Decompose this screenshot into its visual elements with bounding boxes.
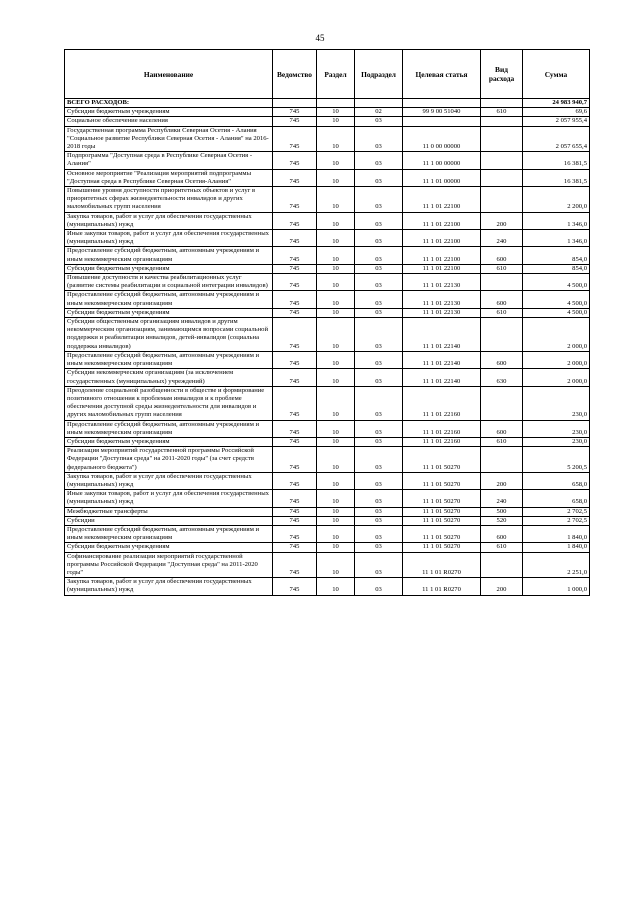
cell-podrazdel: 03 [355, 420, 403, 437]
cell-ved: 745 [273, 274, 317, 291]
cell-target: 11 1 01 22130 [403, 308, 481, 317]
cell-target: 11 1 01 50270 [403, 490, 481, 507]
cell-podrazdel: 03 [355, 578, 403, 595]
cell-target: 11 1 00 00000 [403, 152, 481, 169]
cell-sum: 4 500,0 [523, 274, 590, 291]
cell-razdel: 10 [317, 126, 355, 152]
table-header-row [65, 50, 590, 99]
cell-razdel: 10 [317, 152, 355, 169]
table-row [65, 169, 590, 186]
table-row [65, 369, 590, 386]
cell-podrazdel: 03 [355, 274, 403, 291]
cell-vid: 240 [481, 490, 523, 507]
total-razdel [317, 99, 355, 108]
table-row [65, 126, 590, 152]
cell-podrazdel: 03 [355, 369, 403, 386]
cell-razdel: 10 [317, 247, 355, 264]
cell-name: Иные закупки товаров, работ и услуг для обеспечения государственных (муниципальных) нужд [65, 490, 273, 507]
cell-podrazdel: 03 [355, 152, 403, 169]
cell-podrazdel: 03 [355, 386, 403, 420]
cell-ved: 745 [273, 472, 317, 489]
cell-podrazdel: 03 [355, 472, 403, 489]
cell-name: Повышение уровня доступности приоритетных объектов и услуг в приоритетных сферах жизнедеятельности инвалидов и других маломобильных групп населения [65, 187, 273, 213]
table-row [65, 187, 590, 213]
cell-ved: 745 [273, 351, 317, 368]
cell-podrazdel: 03 [355, 552, 403, 578]
cell-sum: 658,0 [523, 490, 590, 507]
cell-razdel: 10 [317, 472, 355, 489]
total-target [403, 99, 481, 108]
cell-sum: 4 500,0 [523, 308, 590, 317]
cell-vid: 600 [481, 525, 523, 542]
cell-vid: 610 [481, 264, 523, 273]
cell-target: 11 0 00 00000 [403, 126, 481, 152]
total-ved [273, 99, 317, 108]
cell-ved: 745 [273, 230, 317, 247]
cell-vid: 500 [481, 507, 523, 516]
cell-vid: 610 [481, 308, 523, 317]
cell-name: Субсидии бюджетным учреждениям [65, 543, 273, 552]
table-row [65, 507, 590, 516]
cell-vid [481, 187, 523, 213]
cell-sum: 1 840,0 [523, 525, 590, 542]
cell-podrazdel: 02 [355, 108, 403, 117]
cell-name: Реализация мероприятий государственной программы Российской Федерации "Доступная среда" на 2011-2020 годы" (за счет средств федерального бюджета") [65, 447, 273, 473]
cell-razdel: 10 [317, 169, 355, 186]
table-row [65, 386, 590, 420]
cell-podrazdel: 03 [355, 247, 403, 264]
cell-razdel: 10 [317, 543, 355, 552]
cell-sum: 2 702,5 [523, 507, 590, 516]
cell-name: Межбюджетные трансферты [65, 507, 273, 516]
cell-vid: 240 [481, 230, 523, 247]
cell-vid: 200 [481, 578, 523, 595]
cell-razdel: 10 [317, 351, 355, 368]
cell-target: 11 1 01 22140 [403, 351, 481, 368]
total-label: ВСЕГО РАСХОДОВ: [65, 99, 273, 108]
cell-razdel: 10 [317, 516, 355, 525]
table-row [65, 578, 590, 595]
cell-target: 11 1 01 22100 [403, 247, 481, 264]
cell-target: 11 1 01 50270 [403, 525, 481, 542]
cell-razdel: 10 [317, 264, 355, 273]
cell-sum: 16 381,5 [523, 169, 590, 186]
cell-name: Закупка товаров, работ и услуг для обеспечения государственных (муниципальных) нужд [65, 212, 273, 229]
cell-vid: 600 [481, 291, 523, 308]
table-row [65, 351, 590, 368]
cell-podrazdel: 03 [355, 351, 403, 368]
total-row [65, 99, 590, 108]
cell-razdel: 10 [317, 230, 355, 247]
cell-name: Субсидии бюджетным учреждениям [65, 264, 273, 273]
cell-vid: 630 [481, 369, 523, 386]
cell-target: 11 1 01 50270 [403, 543, 481, 552]
cell-ved: 745 [273, 212, 317, 229]
cell-sum: 854,0 [523, 247, 590, 264]
cell-sum: 2 000,0 [523, 318, 590, 352]
cell-name: Закупка товаров, работ и услуг для обеспечения государственных (муниципальных) нужд [65, 472, 273, 489]
cell-vid: 200 [481, 472, 523, 489]
cell-razdel: 10 [317, 187, 355, 213]
cell-ved: 745 [273, 117, 317, 126]
cell-ved: 745 [273, 126, 317, 152]
cell-sum: 230,0 [523, 420, 590, 437]
table-row [65, 291, 590, 308]
cell-vid [481, 126, 523, 152]
cell-podrazdel: 03 [355, 212, 403, 229]
cell-target: 11 1 01 22140 [403, 318, 481, 352]
cell-sum: 854,0 [523, 264, 590, 273]
table-row [65, 516, 590, 525]
cell-ved: 745 [273, 318, 317, 352]
cell-target: 11 1 01 R0270 [403, 578, 481, 595]
cell-podrazdel: 03 [355, 525, 403, 542]
cell-ved: 745 [273, 437, 317, 446]
cell-razdel: 10 [317, 318, 355, 352]
cell-sum: 230,0 [523, 437, 590, 446]
cell-razdel: 10 [317, 507, 355, 516]
header-ved: Ведомство [273, 50, 317, 99]
cell-name: Предоставление субсидий бюджетным, автономным учреждениям и иным некоммерческим организациям [65, 420, 273, 437]
cell-vid: 610 [481, 437, 523, 446]
cell-sum: 658,0 [523, 472, 590, 489]
cell-name: Государственная программа Республики Северная Осетия - Алания "Социальное развитие Республики Северная Осетия - Алания" на 2016-2018 годы [65, 126, 273, 152]
cell-name: Софинансирование реализации мероприятий государственной программы Российской Федерации "Доступная среда" на 2011-2020 годы" [65, 552, 273, 578]
table-row [65, 247, 590, 264]
cell-vid: 610 [481, 108, 523, 117]
cell-target: 11 1 01 22140 [403, 369, 481, 386]
cell-sum: 4 500,0 [523, 291, 590, 308]
table-body [65, 99, 590, 596]
cell-ved: 745 [273, 152, 317, 169]
cell-name: Предоставление субсидий бюджетным, автономным учреждениям и иным некоммерческим организациям [65, 247, 273, 264]
cell-target: 11 1 01 22100 [403, 187, 481, 213]
cell-vid [481, 169, 523, 186]
cell-razdel: 10 [317, 552, 355, 578]
cell-sum: 1 346,0 [523, 230, 590, 247]
cell-razdel: 10 [317, 525, 355, 542]
cell-ved: 745 [273, 507, 317, 516]
cell-name: Преодоление социальной разобщенности в обществе и формирование позитивного отношения к проблемам инвалидов и к проблеме обеспечения доступной среды жизнедеятельности для инвалидов и других маломобильных групп населения [65, 386, 273, 420]
cell-name: Субсидии бюджетным учреждениям [65, 308, 273, 317]
cell-razdel: 10 [317, 291, 355, 308]
cell-ved: 745 [273, 187, 317, 213]
table-row [65, 264, 590, 273]
cell-razdel: 10 [317, 447, 355, 473]
table-row [65, 274, 590, 291]
cell-vid [481, 552, 523, 578]
cell-razdel: 10 [317, 308, 355, 317]
cell-target: 11 1 01 22130 [403, 291, 481, 308]
cell-podrazdel: 03 [355, 516, 403, 525]
cell-sum: 1 346,0 [523, 212, 590, 229]
cell-name: Социальное обеспечение населения [65, 117, 273, 126]
cell-vid: 600 [481, 351, 523, 368]
cell-vid: 610 [481, 543, 523, 552]
cell-name: Субсидии бюджетным учреждениям [65, 108, 273, 117]
cell-vid [481, 117, 523, 126]
cell-target: 11 1 01 50270 [403, 516, 481, 525]
cell-sum: 16 381,5 [523, 152, 590, 169]
total-vid [481, 99, 523, 108]
table-row [65, 308, 590, 317]
cell-sum: 2 057 955,4 [523, 117, 590, 126]
cell-target: 11 1 01 22100 [403, 264, 481, 273]
cell-razdel: 10 [317, 386, 355, 420]
cell-sum: 2 000,0 [523, 351, 590, 368]
table-row [65, 230, 590, 247]
cell-ved: 745 [273, 516, 317, 525]
table-row [65, 543, 590, 552]
cell-ved: 745 [273, 578, 317, 595]
cell-sum: 230,0 [523, 386, 590, 420]
cell-podrazdel: 03 [355, 291, 403, 308]
header-vid: Вид расхода [481, 50, 523, 99]
cell-podrazdel: 03 [355, 437, 403, 446]
cell-podrazdel: 03 [355, 264, 403, 273]
cell-target: 11 1 01 50270 [403, 507, 481, 516]
cell-target: 99 9 00 51040 [403, 108, 481, 117]
table-row [65, 420, 590, 437]
cell-name: Закупка товаров, работ и услуг для обеспечения государственных (муниципальных) нужд [65, 578, 273, 595]
cell-ved: 745 [273, 447, 317, 473]
table-row [65, 472, 590, 489]
cell-name: Основное мероприятие "Реализация мероприятий подпрограммы "Доступная среда в Республике Северная Осетия-Алания" [65, 169, 273, 186]
cell-vid [481, 318, 523, 352]
cell-name: Субсидии [65, 516, 273, 525]
cell-vid: 520 [481, 516, 523, 525]
cell-ved: 745 [273, 169, 317, 186]
table-row [65, 117, 590, 126]
cell-vid: 600 [481, 247, 523, 264]
cell-sum: 69,6 [523, 108, 590, 117]
cell-ved: 745 [273, 247, 317, 264]
cell-ved: 745 [273, 291, 317, 308]
cell-razdel: 10 [317, 369, 355, 386]
table-row [65, 437, 590, 446]
header-target: Целевая статья [403, 50, 481, 99]
cell-target [403, 117, 481, 126]
table-row [65, 152, 590, 169]
cell-ved: 745 [273, 552, 317, 578]
header-sum: Сумма [523, 50, 590, 99]
cell-podrazdel: 03 [355, 490, 403, 507]
cell-razdel: 10 [317, 578, 355, 595]
cell-sum: 2 251,0 [523, 552, 590, 578]
cell-target: 11 1 01 22100 [403, 212, 481, 229]
header-razdel: Раздел [317, 50, 355, 99]
cell-podrazdel: 03 [355, 169, 403, 186]
cell-name: Подпрограмма "Доступная среда в Республике Северная Осетия - Алания" [65, 152, 273, 169]
cell-podrazdel: 03 [355, 308, 403, 317]
cell-podrazdel: 03 [355, 230, 403, 247]
cell-podrazdel: 03 [355, 117, 403, 126]
cell-razdel: 10 [317, 108, 355, 117]
cell-name: Субсидии бюджетным учреждениям [65, 437, 273, 446]
table-row [65, 212, 590, 229]
cell-podrazdel: 03 [355, 447, 403, 473]
table-row [65, 108, 590, 117]
cell-target: 11 1 01 50270 [403, 447, 481, 473]
cell-target: 11 1 01 22160 [403, 437, 481, 446]
cell-razdel: 10 [317, 437, 355, 446]
cell-name: Субсидии некоммерческим организациям (за исключением государственных (муниципальных) учреждений) [65, 369, 273, 386]
cell-vid [481, 386, 523, 420]
cell-ved: 745 [273, 543, 317, 552]
cell-name: Субсидии общественным организациям инвалидов и другим некоммерческим организациям, занимающимся вопросами социальной поддержки и реабилитации инвалидов, детей-инвалидов (социальна поддержка инвалидов) [65, 318, 273, 352]
cell-podrazdel: 03 [355, 187, 403, 213]
cell-vid [481, 274, 523, 291]
cell-target: 11 1 01 22160 [403, 386, 481, 420]
cell-ved: 745 [273, 420, 317, 437]
cell-ved: 745 [273, 369, 317, 386]
cell-ved: 745 [273, 108, 317, 117]
cell-podrazdel: 03 [355, 543, 403, 552]
cell-sum: 5 200,5 [523, 447, 590, 473]
cell-target: 11 1 01 22100 [403, 230, 481, 247]
cell-razdel: 10 [317, 490, 355, 507]
page-number: 45 [315, 33, 325, 43]
table-row [65, 318, 590, 352]
cell-razdel: 10 [317, 212, 355, 229]
cell-name: Предоставление субсидий бюджетным, автономным учреждениям и иным некоммерческим организациям [65, 351, 273, 368]
table-row [65, 490, 590, 507]
cell-target: 11 1 01 50270 [403, 472, 481, 489]
cell-sum: 2 057 655,4 [523, 126, 590, 152]
cell-vid: 200 [481, 212, 523, 229]
cell-sum: 2 000,0 [523, 369, 590, 386]
cell-podrazdel: 03 [355, 507, 403, 516]
cell-ved: 745 [273, 264, 317, 273]
cell-razdel: 10 [317, 274, 355, 291]
table-row [65, 552, 590, 578]
cell-vid [481, 152, 523, 169]
cell-target: 11 1 01 22160 [403, 420, 481, 437]
total-podrazdel [355, 99, 403, 108]
cell-name: Иные закупки товаров, работ и услуг для обеспечения государственных (муниципальных) нужд [65, 230, 273, 247]
cell-target: 11 1 01 R0270 [403, 552, 481, 578]
cell-ved: 745 [273, 386, 317, 420]
cell-razdel: 10 [317, 420, 355, 437]
cell-name: Повышение доступности и качества реабилитационных услуг (развитие системы реабилитации и социальной интеграции инвалидов) [65, 274, 273, 291]
header-podrazdel: Подраздел [355, 50, 403, 99]
cell-sum: 1 000,0 [523, 578, 590, 595]
cell-ved: 745 [273, 525, 317, 542]
cell-name: Предоставление субсидий бюджетным, автономным учреждениям и иным некоммерческим организациям [65, 525, 273, 542]
total-sum: 24 983 940,7 [523, 99, 590, 108]
cell-vid: 600 [481, 420, 523, 437]
cell-ved: 745 [273, 308, 317, 317]
cell-ved: 745 [273, 490, 317, 507]
header-name: Наименование [65, 50, 273, 99]
cell-razdel: 10 [317, 117, 355, 126]
cell-sum: 1 840,0 [523, 543, 590, 552]
cell-podrazdel: 03 [355, 318, 403, 352]
table-row [65, 525, 590, 542]
budget-table [64, 49, 590, 596]
table-row [65, 447, 590, 473]
cell-vid [481, 447, 523, 473]
cell-target: 11 1 01 00000 [403, 169, 481, 186]
cell-sum: 2 702,5 [523, 516, 590, 525]
cell-sum: 2 200,0 [523, 187, 590, 213]
cell-podrazdel: 03 [355, 126, 403, 152]
cell-target: 11 1 01 22130 [403, 274, 481, 291]
cell-name: Предоставление субсидий бюджетным, автономным учреждениям и иным некоммерческим организациям [65, 291, 273, 308]
